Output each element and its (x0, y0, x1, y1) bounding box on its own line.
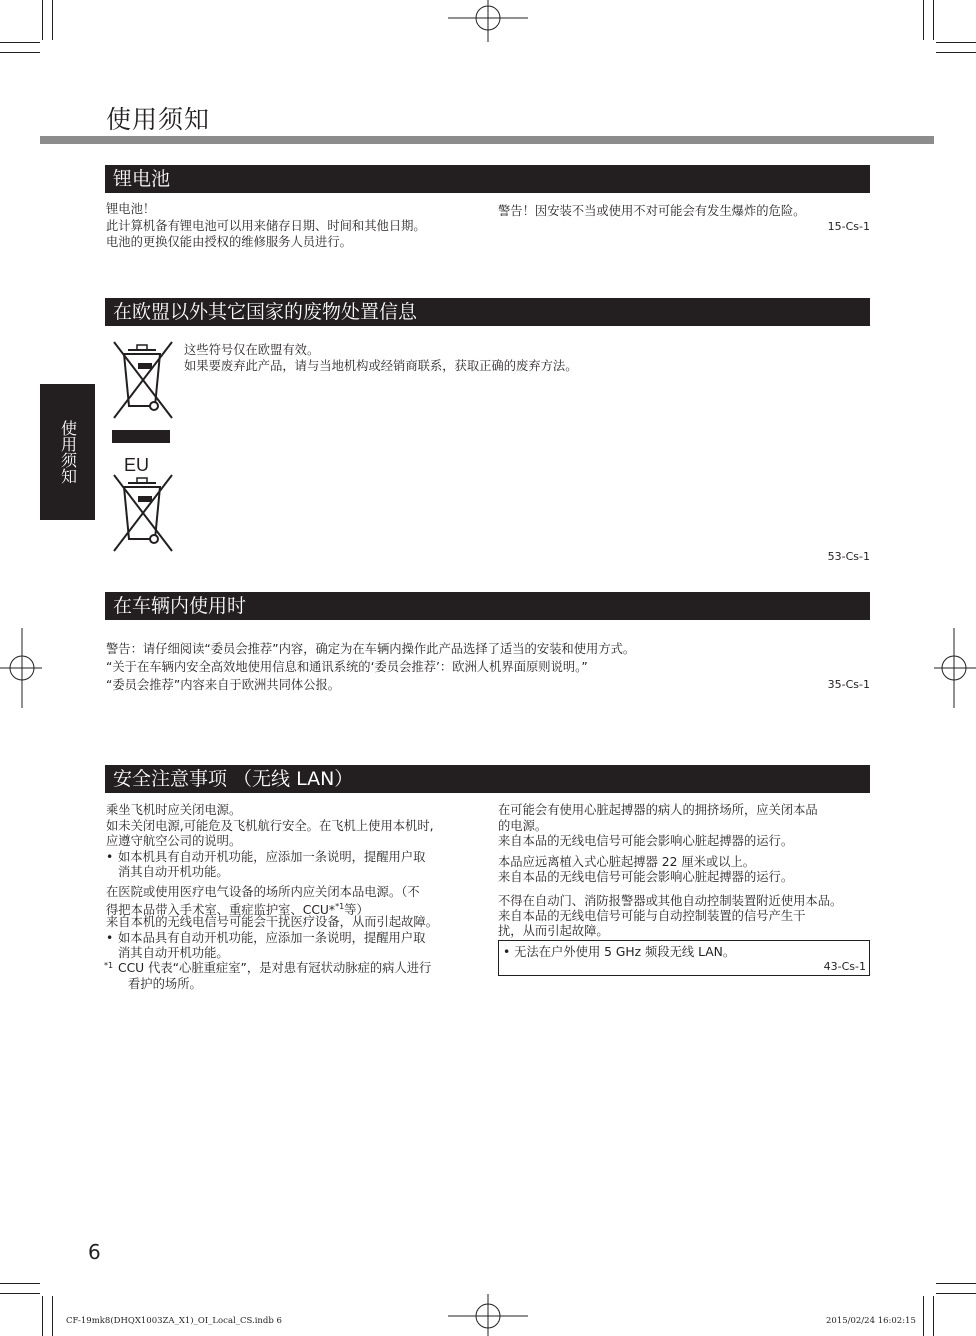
wlan-left-p2-text-end: 等） (344, 903, 369, 918)
section-heading-wlan: 安全注意事项 （无线 LAN） (105, 765, 870, 793)
wlan-left-p1-line-1: 乘坐飞机时应关闭电源。 (106, 803, 242, 817)
vehicle-line-1: 警告：请仔细阅读“委员会推荐”内容，确定为在车辆内操作此产品选择了适当的安装和使用方式。 (106, 642, 636, 656)
crop-mark (923, 1296, 924, 1336)
wlan-right-p1-line-2: 的电源。 (498, 819, 548, 833)
wlan-left-fn-line-2: 看护的场所。 (128, 977, 202, 991)
crop-mark (936, 1283, 976, 1284)
section-heading-vehicle: 在车辆内使用时 (105, 592, 870, 620)
title-rule (40, 136, 934, 144)
wlan-right-p3-line-3: 扰，从而引起故障。 (498, 924, 609, 938)
battery-line-2: 此计算机备有锂电池可以用来储存日期、时间和其他日期。 (106, 219, 426, 233)
crop-mark (42, 1296, 43, 1336)
crop-mark (0, 1283, 40, 1284)
footer-date: 2015/02/24 16:02:15 (826, 1316, 916, 1326)
registration-mark-bottom (448, 1294, 528, 1336)
wlan-left-b2-line-2: 消其自动开机功能。 (118, 946, 229, 960)
side-tab (40, 384, 95, 520)
vehicle-line-3: “委员会推荐”内容来自于欧洲共同体公报。 (106, 678, 341, 692)
footnote-mark: *1 (104, 961, 114, 970)
registration-mark-top (448, 0, 528, 42)
waste-code: 53-Cs-1 (827, 550, 870, 563)
side-tab-label: 使用须知 (58, 420, 78, 484)
crop-mark (933, 0, 934, 40)
crop-mark (936, 42, 976, 43)
vehicle-code: 35-Cs-1 (827, 678, 870, 691)
crop-mark (936, 1293, 976, 1294)
eu-label: EU (124, 455, 150, 475)
crop-mark (52, 1296, 53, 1336)
footnote-ref: *1 (335, 902, 345, 911)
crop-mark (0, 1293, 40, 1294)
wlan-right-p3-line-1: 不得在自动门、消防报警器或其他自动控制装置附近使用本品。 (498, 894, 843, 908)
wlan-left-p1-line-3: 应遵守航空公司的说明。 (106, 834, 242, 848)
wlan-left-p1-line-2: 如未关闭电源,可能危及飞机航行安全。在飞机上使用本机时, (106, 819, 434, 833)
wlan-left-b2-line-1: 如本品具有自动开机功能，应添加一条说明，提醒用户取 (118, 931, 426, 945)
crop-mark (923, 0, 924, 40)
waste-line-2: 如果要废弃此产品，请与当地机构或经销商联系，获取正确的废弃方法。 (184, 359, 578, 373)
crop-mark (0, 52, 40, 53)
wlan-left-p2-text: 得把本品带入手术室、重症监护室、CCU* (106, 903, 336, 918)
wlan-right-p2-line-1: 本品应远离植入式心脏起搏器 22 厘米或以上。 (498, 855, 756, 869)
section-heading-battery: 锂电池 (105, 165, 870, 193)
wlan-left-b1-line-2: 消其自动开机功能。 (118, 865, 229, 879)
wlan-right-p1-line-3: 来自本品的无线电信号可能会影响心脏起搏器的运行。 (498, 834, 794, 848)
page-title: 使用须知 (106, 105, 211, 134)
wlan-left-p2-line-1: 在医院或使用医疗电气设备的场所内应关闭本品电源。（不 (106, 885, 420, 899)
crop-mark (42, 0, 43, 40)
crop-mark (52, 0, 53, 40)
battery-line-1: 锂电池！ (106, 202, 156, 216)
wlan-left-fn-line-1: CCU 代表“心脏重症室”，是对患有冠状动脉症的病人进行 (118, 961, 432, 975)
wlan-right-p1-line-1: 在可能会有使用心脏起搏器的病人的拥挤场所，应关闭本品 (498, 803, 818, 817)
waste-line-1: 这些符号仅在欧盟有效。 (184, 343, 320, 357)
wlan-right-p3-line-2: 来自本品的无线电信号可能与自动控制装置的信号产生干 (498, 909, 806, 923)
vehicle-line-2: “关于在车辆内安全高效地使用信息和通讯系统的‘委员会推荐’：欧洲人机界面原则说明。” (106, 660, 588, 674)
bullet-mark: • (106, 931, 114, 945)
crop-mark (933, 1296, 934, 1336)
footer-file: CF-19mk8(DHQX1003ZA_X1)_OI_Local_CS.indb 6 (66, 1316, 282, 1326)
black-bar (112, 430, 170, 443)
wlan-note: • 无法在户外使用 5 GHz 频段无线 LAN。 (503, 945, 736, 959)
battery-code: 15-Cs-1 (827, 220, 870, 233)
wlan-code: 43-Cs-1 (823, 960, 866, 973)
section-heading-waste: 在欧盟以外其它国家的废物处置信息 (105, 298, 870, 326)
wlan-left-b1-line-1: 如本机具有自动开机功能，应添加一条说明，提醒用户取 (118, 850, 426, 864)
battery-warning: 警告！因安装不当或使用不对可能会有发生爆炸的危险。 (498, 204, 806, 218)
wlan-right-p2-line-2: 来自本品的无线电信号可能会影响心脏起搏器的运行。 (498, 870, 794, 884)
registration-mark-right (934, 628, 976, 708)
crop-mark (936, 52, 976, 53)
wlan-left-p2-line-3: 来自本机的无线电信号可能会干扰医疗设备，从而引起故障。 (106, 915, 439, 929)
bullet-mark: • (106, 850, 114, 864)
page-number: 6 (88, 1240, 101, 1264)
registration-mark-left (0, 628, 42, 708)
crossed-bin-icon (108, 340, 178, 420)
crossed-bin-icon (108, 473, 178, 553)
crop-mark (0, 42, 40, 43)
battery-line-3: 电池的更换仅能由授权的维修服务人员进行。 (106, 235, 352, 249)
